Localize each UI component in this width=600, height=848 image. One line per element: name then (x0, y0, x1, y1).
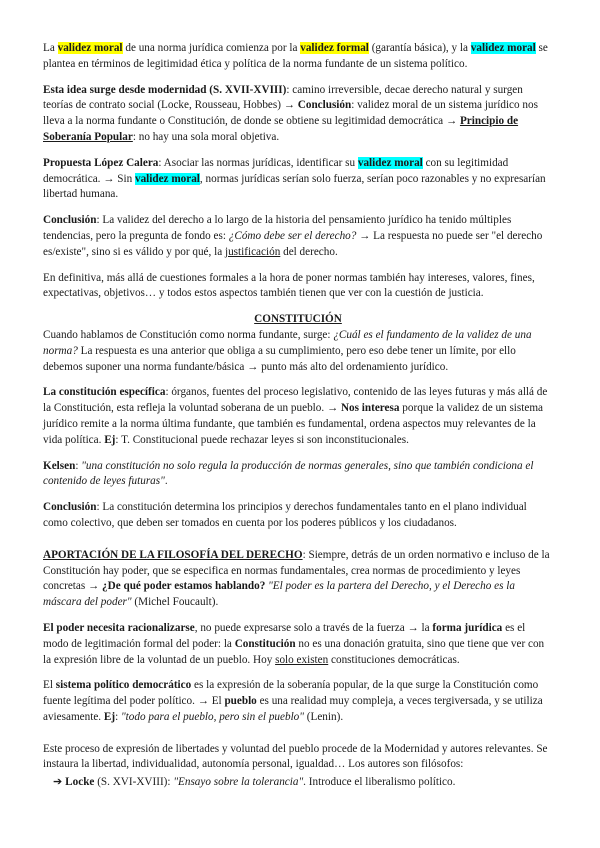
section-heading-constitucion: CONSTITUCIÓN (254, 313, 342, 326)
paragraph-norma-fundante: Cuando hablamos de Constitución como norma fundante, surge: ¿Cuál es el fundamento de la validez de una norma? La respuesta es una anterior que obliga a su cumplimiento, pero eso debe tener un límite, por ello debemos suponer una norma fundante/básica → punto más alto del ordenamiento jurídico. (43, 328, 532, 373)
paragraph-lopez-calera: Propuesta López Calera: Asociar las normas jurídicas, identificar su validez moral con su legitimidad democrática. → Sin validez moral, normas jurídicas serían solo fuerza, serían poco razonables y no expresarían libertad humana. (43, 156, 546, 201)
paragraph-sistema-democratico: El sistema político democrático es la expresión de la soberanía popular, de la que surge la Constitución como fuente legítima del poder político. → El pueblo es una realidad muy compleja, a veces tergiversada, y se utiliza aviesamente. Ej: "todo para el pueblo, pero sin el pueblo" (Lenin). (43, 679, 543, 723)
highlight-validez-moral: validez moral (357, 156, 423, 169)
document-page (43, 41, 553, 801)
paragraph-modernidad: Esta idea surge desde modernidad (S. XVII-XVIII): camino irreversible, decae derecho natural y surgen teorías de contrato social (Locke, Rousseau, Hobbes) → Conclusión: validez moral de un sistema jurídico nos lleva a la norma fundante o Constitución, de donde se obtiene su legitimidad democrática → Principio de Soberanía Popular: no hay una sola moral objetiva. (43, 83, 538, 143)
paragraph-aportacion-filosofia: APORTACIÓN DE LA FILOSOFÍA DEL DERECHO: Siempre, detrás de un orden normativo e incluso de la Constitución hay poder, que se especifica en normas fundamentales, crea normas de procedimiento y leyes concretas → ¿De qué poder estamos hablando? "El poder es la partera del Derecho, y el Derecho es la máscara del poder" (Michel Foucault). (43, 548, 550, 609)
arrow-bullet-icon: ➔ (53, 776, 63, 789)
paragraph-conclusion-constitucion: Conclusión: La constitución determina los principios y derechos fundamentales tanto en el plano individual como colectivo, que deben ser tomados en cuenta por los poderes públicos y los ciudadanos. (43, 501, 527, 529)
paragraph-kelsen: Kelsen: "una constitución no solo regula la producción de normas generales, sino que también condiciona el contenido de leyes futuras". (43, 459, 534, 488)
paragraph-validez-moral: La validez moral de una norma jurídica comienza por la validez formal (garantía básica), y la validez moral se plantea en términos de legitimidad ética y política de la norma fundante de un sistema político. (43, 42, 548, 70)
paragraph-conclusion-validez: Conclusión: La validez del derecho a lo largo de la historia del pensamiento jurídico ha tenido múltiples tendencias, pero la pregunta de fondo es: ¿Cómo debe ser el derecho? → La respuesta no puede ser "el derecho es/existe", sino si es válido y por qué, la justificación del derecho. (43, 214, 543, 258)
paragraph-constitucion-especifica: La constitución específica: órganos, fuentes del proceso legislativo, contenido de las leyes futuras y más allá de la Constitución, esta refleja la voluntad soberana de un pueblo. → Nos interesa porque la validez de un sistema jurídico remite a la norma última fundante, que también es fundamental, ordena aspectos muy relevantes de la vida política. Ej: T. Constitucional puede rechazar leyes si son inconstitucionales. (43, 386, 548, 446)
highlight-validez-moral: validez moral (470, 42, 536, 54)
highlight-validez-moral: validez moral (57, 42, 123, 54)
paragraph-en-definitiva: En definitiva, más allá de cuestiones formales a la hora de poner normas también hay intereses, valores, fines, expectativas, objetivos… y todos estos aspectos también tienen que ver con la cuestión de justicia. (43, 271, 535, 300)
highlight-validez-moral: validez moral (134, 172, 200, 185)
highlight-validez-formal: validez formal (300, 42, 369, 54)
list-item-locke: ➔ Locke (S. XVI-XVIII): "Ensayo sobre la tolerancia". Introduce el liberalismo político. (53, 776, 456, 789)
paragraph-poder-racionalizarse: El poder necesita racionalizarse, no puede expresarse solo a través de la fuerza → la forma jurídica es el modo de legitimación formal del poder: la Constitución no es una donación gratuita, sino que tiene que ver con la expresión libre de la voluntad de un pueblo. Hoy solo existen constituciones democráticas. (43, 621, 545, 666)
paragraph-modernidad-autores: Este proceso de expresión de libertades y voluntad del pueblo procede de la Modernidad y autores relevantes. Se instaura la libertad, individualidad, autonomía personal, igualdad… Los autores son filósofos: (43, 742, 548, 771)
